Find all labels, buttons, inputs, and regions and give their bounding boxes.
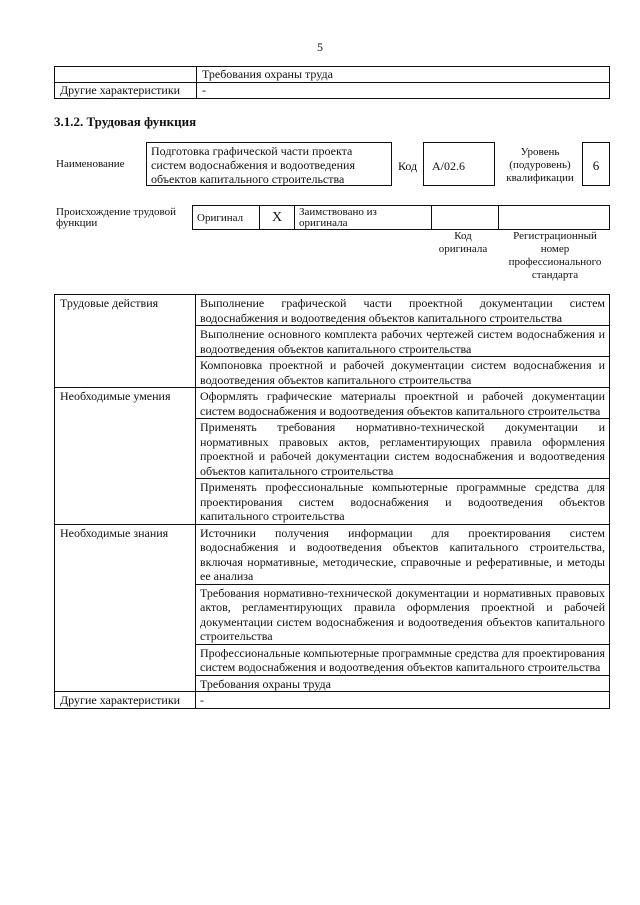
level-value: 6	[582, 142, 610, 186]
code-original-caption: Код оригинала	[438, 230, 488, 255]
table-row	[55, 67, 610, 83]
table-row	[55, 295, 610, 326]
knowledge-label: Необходимые знания	[55, 524, 196, 692]
table-row	[55, 692, 610, 709]
knowledge-item: Требования нормативно-технической документации и нормативных правовых актов, регламентирующих правила оформления проектной и рабочей документации систем водоснабжения и водоотведения объектов капитального строительства	[196, 584, 610, 644]
original-mark: X	[260, 206, 295, 230]
row-label: Другие характеристики	[55, 83, 197, 99]
table-row	[55, 388, 610, 419]
table-row	[55, 524, 610, 584]
original-label: Оригинал	[193, 206, 260, 230]
function-code: A/02.6	[423, 142, 495, 186]
labor-actions-label: Трудовые действия	[55, 295, 196, 388]
knowledge-item: Требования охраны труда	[196, 675, 610, 692]
page-number: 5	[317, 40, 323, 54]
knowledge-item: Профессиональные компьютерные программные средства для проектирования систем водоснабжения и водоотведения объектов капитального строительства	[196, 644, 610, 675]
knowledge-item: Источники получения информации для проектирования систем водоснабжения и водоотведения объектов капитального строительства, включая нормативные, методические, справочные и реферативные, и методы ее анализа	[196, 524, 610, 584]
name-label: Наименование	[56, 158, 125, 170]
skill-item: Применять требования нормативно-технической документации и нормативных правовых актов, регламентирующих правила оформления проектной и рабочей документации систем водоснабжения и водоотведения объектов капитального строительства	[196, 419, 610, 479]
reg-number-caption: Регистрационный номер профессионального стандарта	[508, 230, 602, 281]
function-details-table	[54, 294, 610, 709]
skill-item: Применять профессиональные компьютерные программные средства для проектирования систем водоснабжения и водоотведения объектов капитального строительства	[196, 479, 610, 525]
previous-function-table-end	[54, 66, 610, 99]
other-characteristics-value: -	[196, 692, 610, 709]
skills-label: Необходимые умения	[55, 388, 196, 525]
code-label: Код	[398, 159, 418, 173]
labor-action-item: Выполнение основного комплекта рабочих чертежей систем водоснабжения и водоотведения объектов капитального строительства	[196, 326, 610, 357]
table-row	[193, 206, 610, 230]
level-label: Уровень (подуровень) квалификации	[506, 146, 574, 184]
origin-table	[192, 205, 610, 230]
borrowed-label: Заимствовано из оригинала	[295, 206, 432, 230]
origin-label: Происхождение трудовой функции	[56, 206, 177, 229]
table-row	[55, 83, 610, 99]
skill-item: Оформлять графические материалы проектной и рабочей документации систем водоснабжения и водоотведения объектов капитального строительства	[196, 388, 610, 419]
other-characteristics-label: Другие характеристики	[55, 692, 196, 709]
section-title: 3.1.2. Трудовая функция	[54, 114, 197, 129]
reg-number-cell	[499, 206, 610, 230]
labor-action-item: Компоновка проектной и рабочей документации систем водоснабжения и водоотведения объектов капитального строительства	[196, 357, 610, 388]
code-original-cell	[432, 206, 499, 230]
table-cell: Требования охраны труда	[197, 67, 610, 83]
function-name: Подготовка графической части проекта систем водоснабжения и водоотведения объектов капитального строительства	[146, 142, 392, 186]
table-cell: -	[197, 83, 610, 99]
labor-action-item: Выполнение графической части проектной документации систем водоснабжения и водоотведения объектов капитального строительства	[196, 295, 610, 326]
